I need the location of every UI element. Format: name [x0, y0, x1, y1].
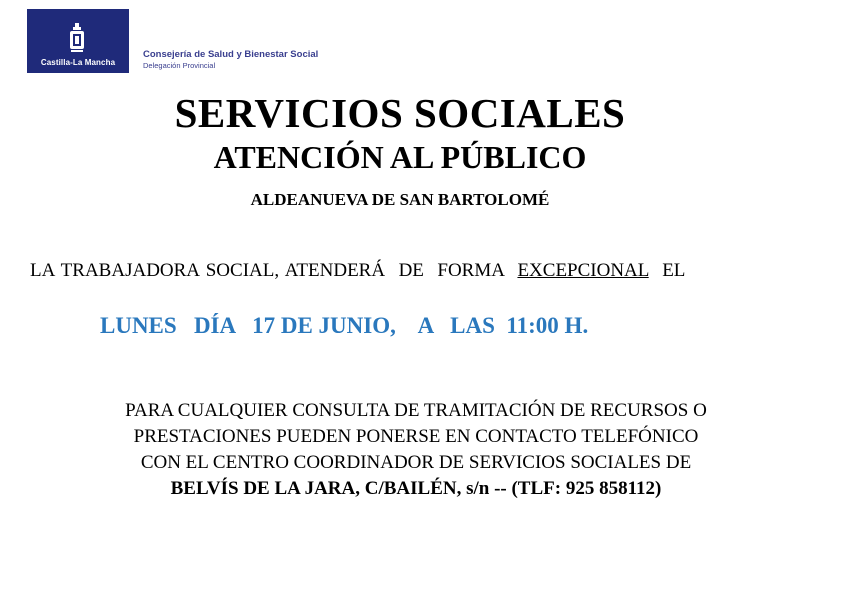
logo — [27, 9, 129, 73]
notice-emphasis: EXCEPCIONAL — [517, 260, 649, 281]
page-title: SERVICIOS SOCIALES — [174, 90, 626, 136]
contact-line: BELVÍS DE LA JARA, C/BAILÉN, s/n -- (TLF: 925 858112) — [170, 478, 662, 499]
notice-text-start: LA TRABAJADORA SOCIAL, ATENDERÁ DE FORMA — [30, 260, 518, 281]
appointment-date: LUNES DÍA 17 DE JUNIO, A LAS 11:00 H. — [100, 313, 589, 338]
info-line: PRESTACIONES PUEDEN PONERSE EN CONTACTO TELEFÓNICO — [133, 426, 699, 447]
notice-line — [30, 260, 685, 282]
info-paragraph — [0, 398, 832, 502]
castle-emblem-icon — [67, 23, 87, 53]
department-subtitle: Delegación Provincial — [143, 61, 216, 70]
info-line: CON EL CENTRO COORDINADOR DE SERVICIOS SOCIALES DE — [140, 452, 692, 473]
location-heading: ALDEANUEVA DE SAN BARTOLOMÉ — [250, 190, 550, 209]
info-line: PARA CUALQUIER CONSULTA DE TRAMITACIÓN DE RECURSOS O — [125, 400, 707, 421]
page-subtitle: ATENCIÓN AL PÚBLICO — [213, 139, 587, 175]
department-block — [143, 49, 318, 70]
notice-text-end: EL — [648, 260, 686, 281]
department-name: Consejería de Salud y Bienestar Social — [143, 49, 319, 60]
logo-text: Castilla-La Mancha — [40, 58, 116, 67]
